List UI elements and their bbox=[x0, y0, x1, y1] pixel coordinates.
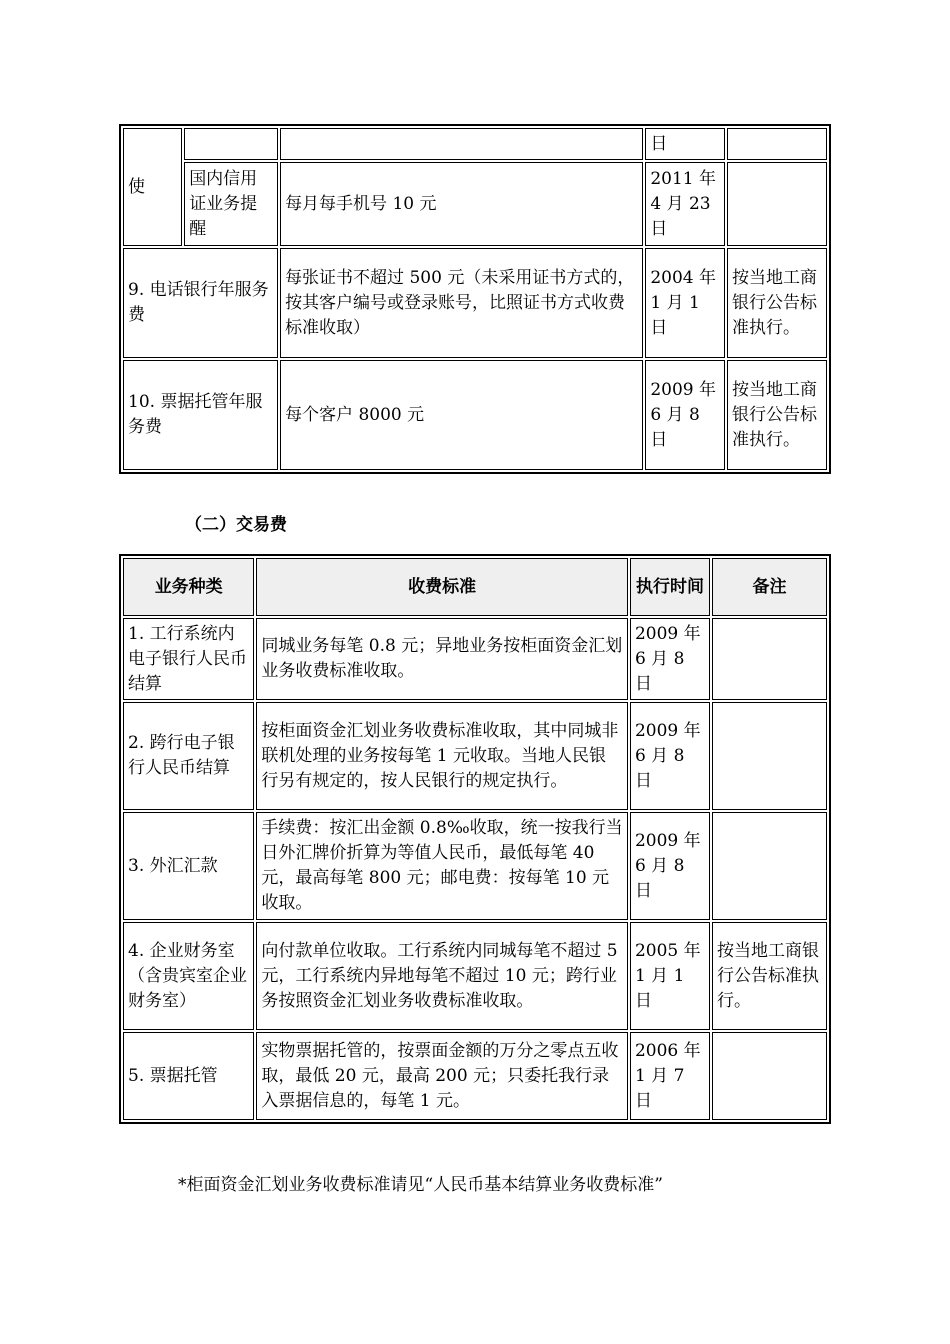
header-item: 业务种类 bbox=[123, 558, 254, 616]
note-cell bbox=[712, 618, 827, 700]
table-row bbox=[123, 1032, 827, 1120]
item-cell: 4. 企业财务室（含贵宾室企业财务室） bbox=[123, 922, 254, 1030]
item-cell: 10. 票据托管年服务费 bbox=[123, 360, 278, 470]
date-cell: 2004 年 1 月 1 日 bbox=[645, 248, 725, 358]
category-cell: 使 bbox=[123, 128, 182, 246]
table-row bbox=[123, 360, 827, 470]
table-row bbox=[123, 162, 827, 246]
note-cell: 按当地工商银行公告标准执行。 bbox=[727, 360, 827, 470]
item-cell: 2. 跨行电子银行人民币结算 bbox=[123, 702, 254, 810]
note-cell bbox=[727, 162, 827, 246]
fee-cell: 向付款单位收取。工行系统内同城每笔不超过 5 元，工行系统内异地每笔不超过 10 元；跨行业务按照资金汇划业务收费标准收取。 bbox=[256, 922, 628, 1030]
date-cell: 日 bbox=[645, 128, 725, 160]
table-row bbox=[123, 128, 827, 160]
table-row bbox=[123, 922, 827, 1030]
table-header-row bbox=[123, 558, 827, 616]
date-cell: 2009 年 6 月 8 日 bbox=[630, 812, 710, 920]
table-row bbox=[123, 248, 827, 358]
fee-table-service bbox=[119, 124, 831, 474]
date-cell: 2005 年 1 月 1 日 bbox=[630, 922, 710, 1030]
header-fee: 收费标准 bbox=[256, 558, 628, 616]
date-cell: 2009 年 6 月 8 日 bbox=[645, 360, 725, 470]
fee-cell: 每个客户 8000 元 bbox=[280, 360, 643, 470]
fee-cell: 每月每手机号 10 元 bbox=[280, 162, 643, 246]
item-cell: 9. 电话银行年服务费 bbox=[123, 248, 278, 358]
note-cell bbox=[727, 128, 827, 160]
note-cell bbox=[712, 812, 827, 920]
fee-cell: 每张证书不超过 500 元（未采用证书方式的，按其客户编号或登录账号，比照证书方式收费标准收取） bbox=[280, 248, 643, 358]
item-cell: 3. 外汇汇款 bbox=[123, 812, 254, 920]
date-cell: 2009 年 6 月 8 日 bbox=[630, 702, 710, 810]
fee-cell bbox=[280, 128, 643, 160]
date-cell: 2006 年 1 月 7 日 bbox=[630, 1032, 710, 1120]
footnote: *柜面资金汇划业务收费标准请见“人民币基本结算业务收费标准” bbox=[178, 1175, 663, 1195]
section-heading: （二）交易费 bbox=[185, 515, 287, 535]
note-cell bbox=[712, 1032, 827, 1120]
note-cell: 按当地工商银行公告标准执行。 bbox=[712, 922, 827, 1030]
header-date: 执行时间 bbox=[630, 558, 710, 616]
fee-cell: 手续费：按汇出金额 0.8‰收取，统一按我行当日外汇牌价折算为等值人民币，最低每笔 40 元，最高每笔 800 元；邮电费：按每笔 10 元收取。 bbox=[256, 812, 628, 920]
sub-item-cell: 国内信用证业务提醒 bbox=[184, 162, 278, 246]
date-cell: 2011 年 4 月 23 日 bbox=[645, 162, 725, 246]
note-cell: 按当地工商银行公告标准执行。 bbox=[727, 248, 827, 358]
fee-cell: 按柜面资金汇划业务收费标准收取，其中同城非联机处理的业务按每笔 1 元收取。当地人民银行另有规定的，按人民银行的规定执行。 bbox=[256, 702, 628, 810]
table-row bbox=[123, 812, 827, 920]
fee-cell: 同城业务每笔 0.8 元；异地业务按柜面资金汇划业务收费标准收取。 bbox=[256, 618, 628, 700]
sub-item-cell bbox=[184, 128, 278, 160]
header-note: 备注 bbox=[712, 558, 827, 616]
fee-table-transaction bbox=[119, 554, 831, 1124]
date-cell: 2009 年 6 月 8 日 bbox=[630, 618, 710, 700]
item-cell: 1. 工行系统内电子银行人民币结算 bbox=[123, 618, 254, 700]
table-row bbox=[123, 702, 827, 810]
fee-cell: 实物票据托管的，按票面金额的万分之零点五收取，最低 20 元，最高 200 元；只委托我行录入票据信息的，每笔 1 元。 bbox=[256, 1032, 628, 1120]
item-cell: 5. 票据托管 bbox=[123, 1032, 254, 1120]
table-row bbox=[123, 618, 827, 700]
note-cell bbox=[712, 702, 827, 810]
